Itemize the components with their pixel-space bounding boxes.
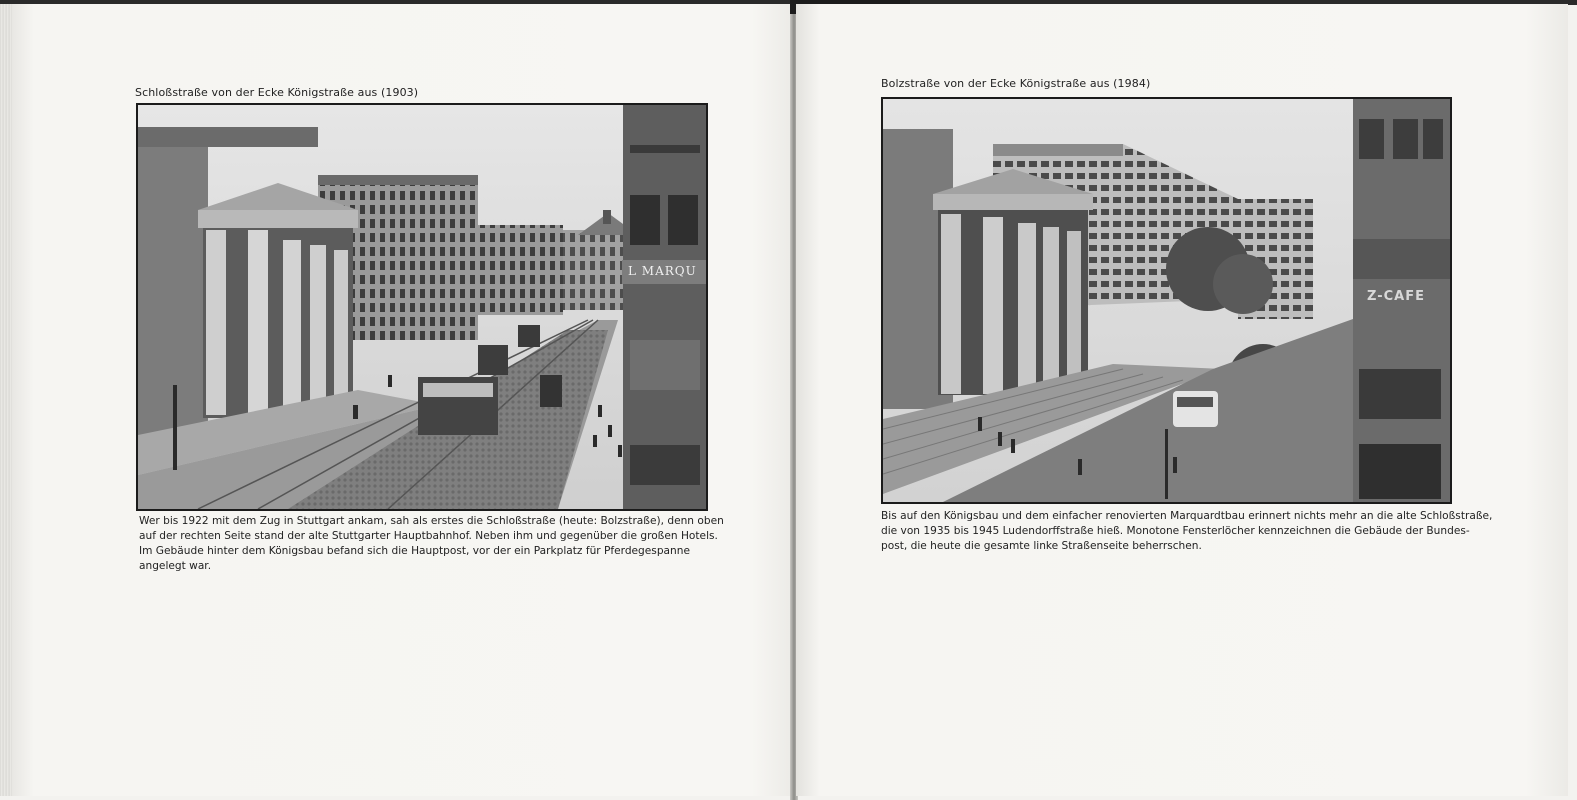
left-photo-title: Schloßstraße von der Ecke Königstraße aus (1903) — [135, 86, 419, 99]
left-description — [139, 514, 724, 574]
right-description-line: Bis auf den Königsbau und dem einfacher renovierten Marquardtbau erinnert nichts mehr an die alte Schloßstraße, — [881, 510, 1493, 522]
left-description-line: auf der rechten Seite stand der alte Stuttgarter Hauptbahnhof. Neben ihm und gegenüber die großen Hotels. — [139, 530, 718, 542]
sign-marquardt-1903: L MARQU — [628, 264, 697, 278]
photo-1984-illustration — [883, 99, 1450, 502]
right-photo-title: Bolzstraße von der Ecke Königstraße aus (1984) — [881, 77, 1151, 90]
left-description-line: angelegt war. — [139, 560, 212, 572]
page-stack-edge — [0, 4, 12, 796]
right-description — [881, 509, 1492, 554]
left-description-line: Wer bis 1922 mit dem Zug in Stuttgart ankam, sah als erstes die Schloßstraße (heute: Bolzstraße), denn oben — [139, 515, 724, 527]
sign-z-cafe: Z-CAFE — [1367, 289, 1425, 304]
photo-1903-illustration — [138, 105, 706, 509]
right-description-line: post, die heute die gesamte linke Straßenseite beherrschen. — [881, 540, 1202, 552]
right-description-line: die von 1935 bis 1945 Ludendorffstraße hieß. Monotone Fensterlöcher kennzeichnen die Gebäude der Bundes- — [881, 525, 1470, 537]
historic-street-photo-1903 — [136, 103, 708, 511]
left-description-line: Im Gebäude hinter dem Königsbau befand sich die Hauptpost, vor der ein Parkplatz für Pferdegespanne — [139, 545, 690, 557]
modern-street-photo-1984 — [881, 97, 1452, 504]
